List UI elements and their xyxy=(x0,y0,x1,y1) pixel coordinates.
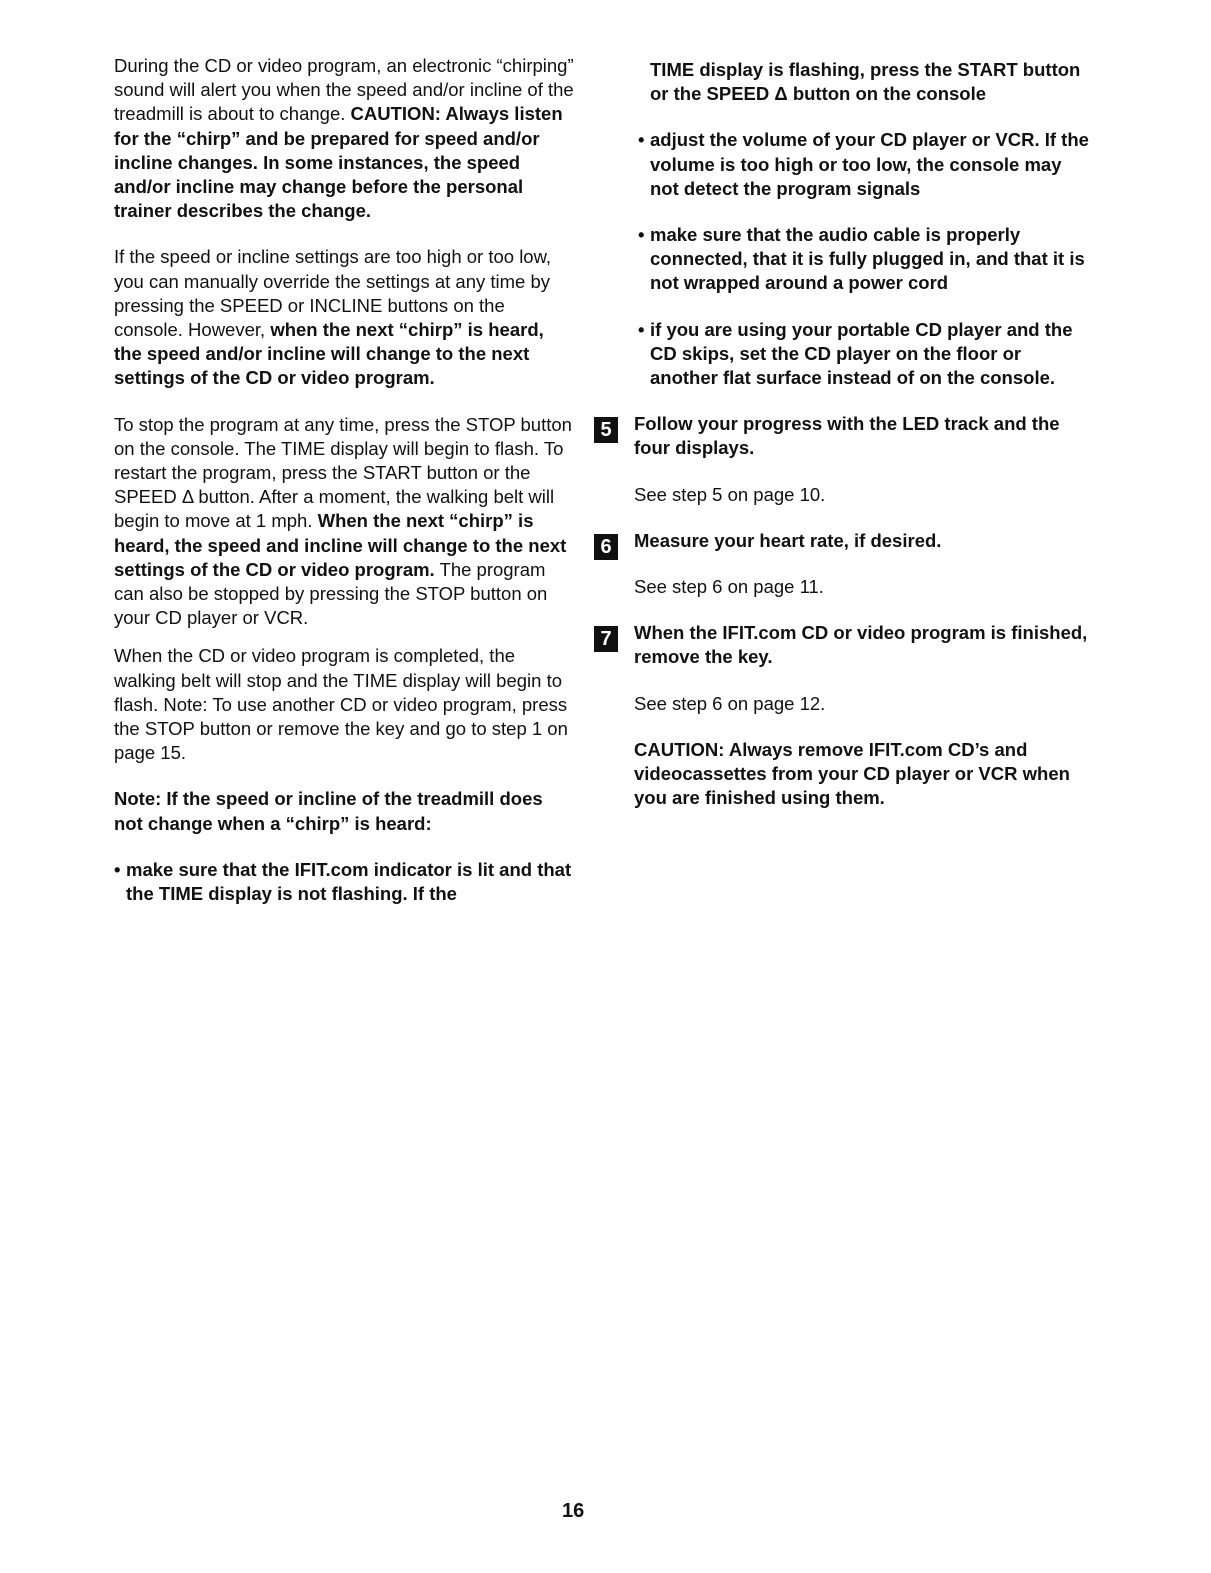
chirp-caution: CAUTION: Always listen for the “chirp” and be prepared for speed and/or incline changes. In some instances, the speed and/or incline may change before the personal trainer describes the change. xyxy=(114,103,563,222)
stop-bold-text: When the next “chirp” is heard, the speed and incline will change to the next settings of the CD or video program. xyxy=(114,510,567,580)
note-heading: Note: If the speed or incline of the treadmill does not change when a “chirp” is heard: xyxy=(114,788,543,834)
bullet-item xyxy=(638,223,1092,296)
step-heading: When the IFIT.com CD or video program is finished, remove the key. xyxy=(634,622,1088,668)
step-reference: See step 6 on page 12. xyxy=(634,692,826,714)
step-6 xyxy=(592,529,1092,599)
step-number-badge: 6 xyxy=(594,534,618,560)
step-heading: Measure your heart rate, if desired. xyxy=(634,529,942,551)
completed-paragraph: When the CD or video program is completed, the walking belt will stop and the TIME display will begin to flash. Note: To use another CD or video program, press the STOP button or remove the key and go to step 1 on page 15. xyxy=(114,645,568,764)
right-column xyxy=(592,58,1092,810)
bullet-item xyxy=(114,858,574,906)
step-5 xyxy=(592,412,1092,507)
bullet-text: make sure that the IFIT.com indicator is lit and that the TIME display is not flashing. If the xyxy=(126,858,572,905)
bullet-text: if you are using your portable CD player and the CD skips, set the CD player on the floor or another flat surface instead of on the console. xyxy=(650,318,1073,389)
step-number-badge: 7 xyxy=(594,626,618,652)
caution-text: CAUTION: Always remove IFIT.com CD’s and videocassettes from your CD player or VCR when you are finished using them. xyxy=(634,738,1070,809)
step-heading: Follow your progress with the LED track and the four displays. xyxy=(634,413,1060,459)
bullet-dot: • xyxy=(638,318,645,340)
bullet-item xyxy=(638,128,1092,201)
stop-tail-text: The program can also be stopped by pressing the STOP button on your CD player or VCR. xyxy=(114,558,548,629)
override-bold-text: when the next “chirp” is heard, the speed and/or incline will change to the next settings of the CD or video program. xyxy=(114,319,544,389)
step-7 xyxy=(592,621,1092,810)
intro-text: During the CD or video program, an electronic “chirping” sound will alert you when the speed and/or incline of the treadmill is about to change. xyxy=(114,55,574,125)
bullet-dot: • xyxy=(114,858,121,880)
bullet-continuation: TIME display is flashing, press the START button or the SPEED Δ button on the console xyxy=(650,59,1081,105)
override-text: If the speed or incline settings are too high or too low, you can manually override the settings at any time by pressing the SPEED or INCLINE buttons on the console. However, xyxy=(114,246,552,341)
step-reference: See step 5 on page 10. xyxy=(634,483,826,505)
step-reference: See step 6 on page 11. xyxy=(634,576,824,598)
bullet-dot: • xyxy=(638,129,645,151)
bullet-item xyxy=(638,318,1092,391)
left-column xyxy=(114,54,574,906)
stop-paragraph xyxy=(114,413,574,631)
bullet-dot: • xyxy=(638,224,645,246)
intro-paragraph xyxy=(114,54,574,223)
bullet-text: adjust the volume of your CD player or VCR. If the volume is too high or too low, the console may not detect the program signals xyxy=(650,129,1089,199)
stop-text: To stop the program at any time, press the STOP button on the console. The TIME display will begin to flash. To restart the program, press the START button or the SPEED Δ button. After a moment, the walking belt will begin to move at 1 mph. xyxy=(114,413,572,532)
step-number-badge: 5 xyxy=(594,417,618,443)
override-paragraph xyxy=(114,245,574,390)
bullet-text: make sure that the audio cable is properly connected, that it is fully plugged in, and that it is not wrapped around a power cord xyxy=(650,224,1085,294)
page-number: 16 xyxy=(562,1500,585,1522)
